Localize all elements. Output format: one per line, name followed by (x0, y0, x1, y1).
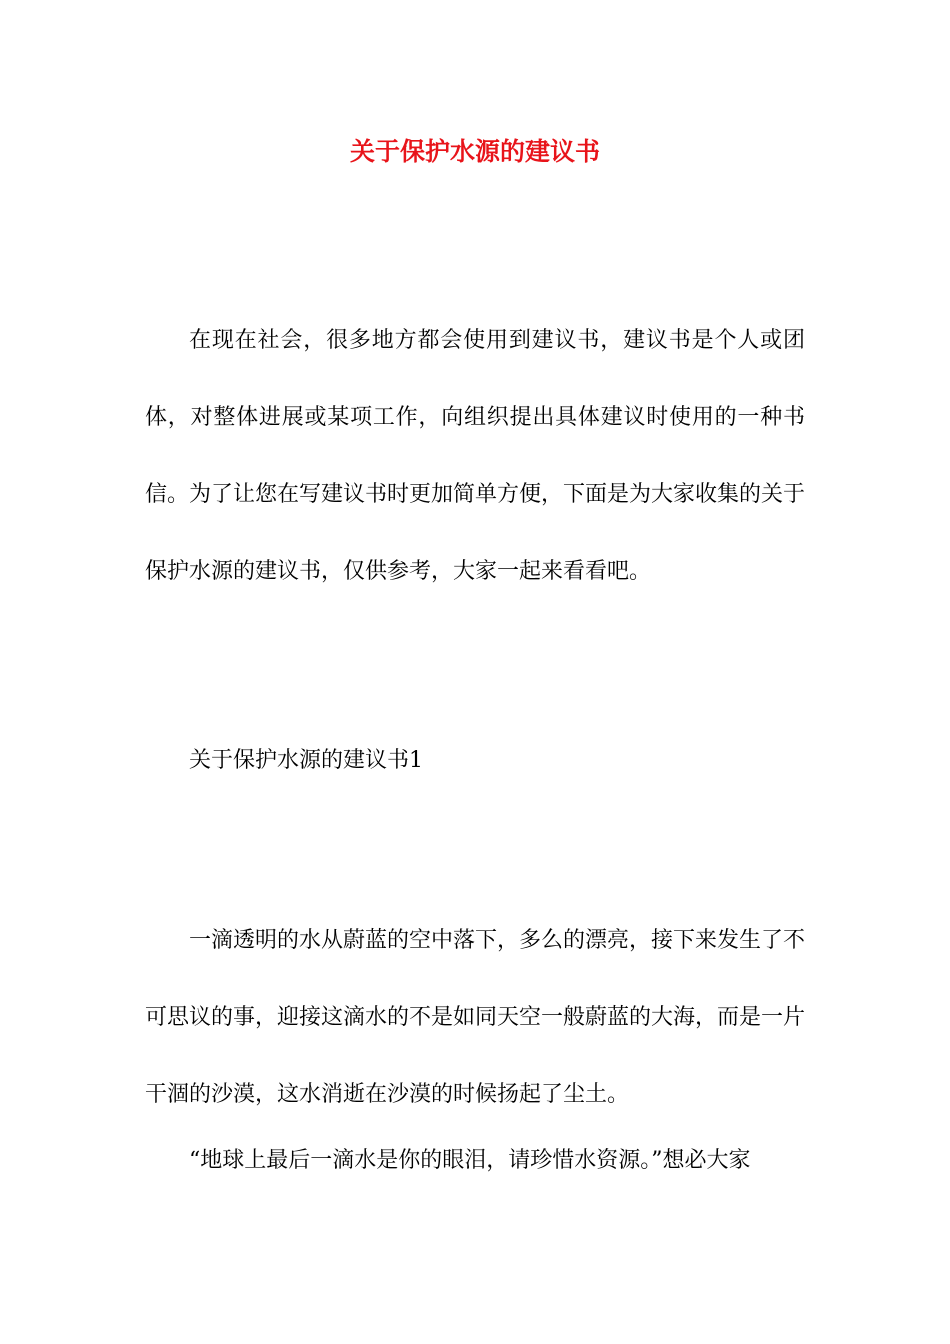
document-title: 关于保护水源的建议书 (349, 137, 600, 166)
section-heading: 关于保护水源的建议书1 (189, 748, 423, 773)
body-paragraph: 一滴透明的水从蔚蓝的空中落下，多么的漂亮，接下来发生了不可思议的事，迎接这滴水的不是如同天空一般蔚蓝的大海，而是一片干涸的沙漠，这水消逝在沙漠的时候扬起了尘土。 (145, 928, 806, 1107)
body-paragraph: “地球上最后一滴水是你的眼泪，请珍惜水资源。”想必大家 (189, 1148, 751, 1173)
intro-paragraph: 在现在社会，很多地方都会使用到建议书，建议书是个人或团体，对整体进展或某项工作，向组织提出具体建议时使用的一种书信。为了让您在写建议书时更加简单方便，下面是为大家收集的关于保护水源的建议书，仅供参考，大家一起来看看吧。 (145, 328, 806, 584)
